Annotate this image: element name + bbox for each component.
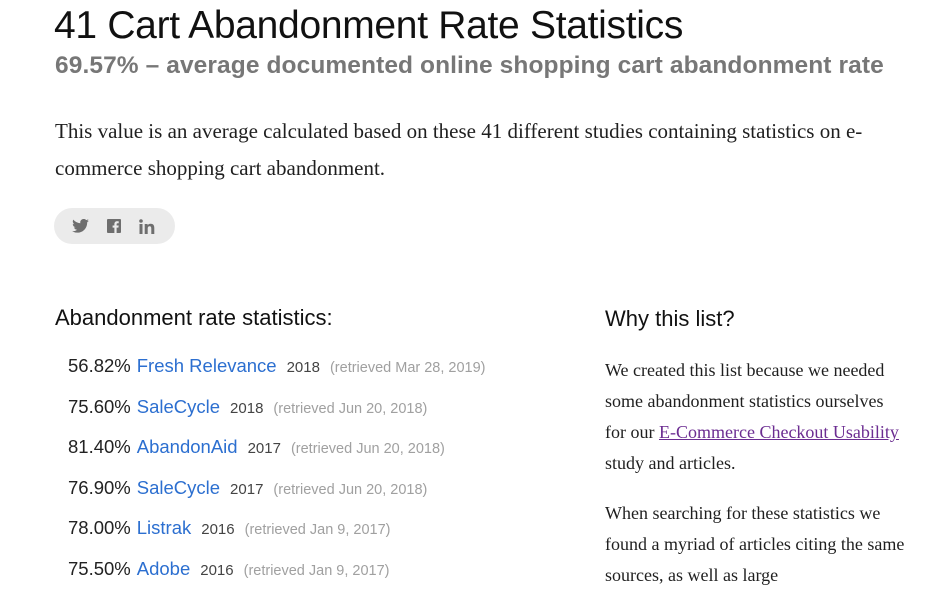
source-link[interactable]: SaleCycle — [136, 476, 221, 498]
list-item — [68, 436, 486, 477]
linkedin-icon[interactable] — [139, 219, 155, 234]
rate-value: 76.90% — [68, 476, 131, 498]
study-year: 2018 — [286, 359, 320, 376]
stats-heading: Abandonment rate statistics: — [55, 305, 333, 330]
retrieved-date: (retrieved Jun 20, 2018) — [290, 441, 445, 457]
intro-paragraph: This value is an average calculated based on these 41 different studies containing statistics on e-commerce shopping cart abandonment. — [55, 119, 863, 180]
retrieved-date: (retrieved Jan 9, 2017) — [243, 562, 390, 579]
list-item — [68, 396, 486, 437]
rate-value: 81.40% — [68, 436, 131, 457]
why-body — [605, 355, 905, 610]
study-year: 2017 — [247, 440, 281, 457]
study-year: 2017 — [230, 480, 264, 498]
retrieved-date: (retrieved Jun 20, 2018) — [273, 481, 428, 498]
source-link[interactable]: Adobe — [136, 557, 191, 579]
why-paragraph — [605, 355, 905, 479]
rate-value: 56.82% — [68, 355, 131, 376]
checkout-usability-link[interactable]: E-Commerce Checkout Usability — [658, 422, 899, 442]
source-link[interactable]: AbandonAid — [136, 436, 238, 457]
source-link[interactable]: Listrak — [136, 517, 192, 538]
source-link[interactable]: SaleCycle — [136, 395, 221, 417]
list-item — [68, 477, 486, 518]
retrieved-date: (retrieved Jan 9, 2017) — [244, 522, 391, 538]
rate-value: 75.60% — [68, 395, 131, 417]
facebook-icon[interactable] — [107, 219, 121, 233]
why-paragraph: When searching for these statistics we found a myriad of articles citing the same sources, as well as large — [605, 503, 905, 585]
rate-value: 78.00% — [68, 517, 131, 538]
stats-list — [68, 355, 486, 598]
list-item — [68, 558, 486, 599]
page-title: 41 Cart Abandonment Rate Statistics — [54, 4, 684, 47]
why-text: study and articles. — [605, 453, 736, 473]
retrieved-date: (retrieved Mar 28, 2019) — [329, 360, 486, 376]
study-year: 2016 — [200, 561, 234, 579]
study-year: 2018 — [230, 399, 264, 417]
list-item — [68, 355, 486, 396]
study-year: 2016 — [201, 521, 235, 538]
why-text: We created this list because we needed some abandonment statistics ourselves for our — [605, 360, 885, 442]
twitter-icon[interactable] — [72, 219, 89, 233]
source-link[interactable]: Fresh Relevance — [136, 355, 277, 376]
share-bar — [54, 208, 175, 244]
list-item — [68, 517, 486, 558]
why-heading: Why this list? — [605, 306, 735, 331]
rate-value: 75.50% — [68, 557, 131, 579]
page-subtitle: 69.57% – average documented online shopping cart abandonment rate — [55, 52, 884, 79]
retrieved-date: (retrieved Jun 20, 2018) — [273, 400, 428, 417]
